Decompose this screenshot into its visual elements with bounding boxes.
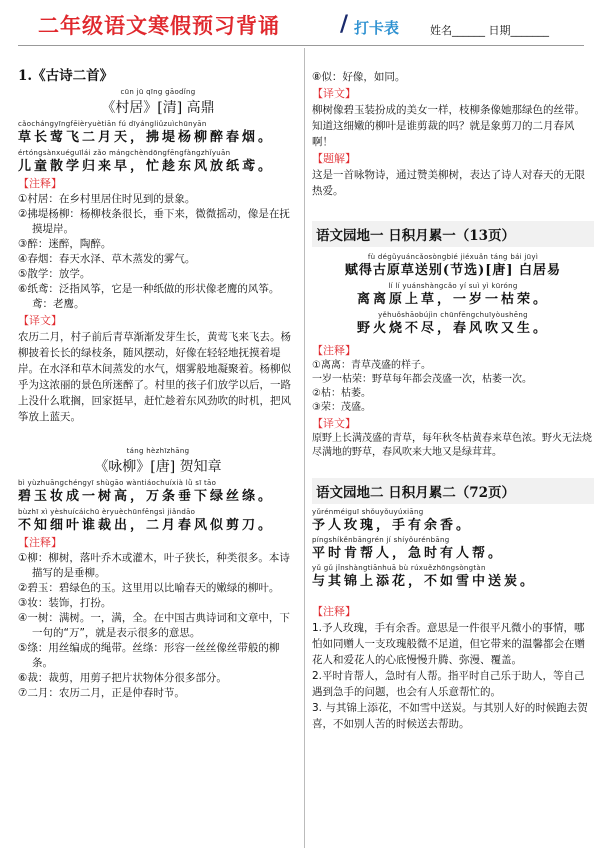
translation-text: 农历二月，村子前后青草渐渐发芽生长，黄莺飞来飞去。杨柳披着长长的绿枝条，随风摆动，好像在轻轻地抚摸着堤岸。在水泽和草木间蒸发的水气，烟雾般地凝聚着。杨柳似乎为这浓丽的景色所迷醉了。村里的孩子们放学以后，一路上没什么耽搁，回家挺早，赶忙趁着东风劲吹的时机，把风筝放上蓝天。 (18, 331, 291, 423)
note-item: ②拂堤杨柳：杨柳枝条很长，垂下来，微微摇动，像是在抚摸堤岸。 (18, 208, 290, 235)
poem-title-cunju: 《村居》[清] 高鼎 (101, 100, 215, 116)
notes-list (312, 359, 594, 415)
notes-label: 【注释】 (18, 177, 62, 190)
note-item: 3. 与其锦上添花，不如雪中送炭。与其别人好的时候跑去贺喜，不如别人苦的时候送去帮助。 (312, 702, 588, 730)
note-item: ⑤散学：放学。 (18, 268, 91, 280)
pinyin-line: yǔ ɡǔ jǐnshànɡtiānhuā bù rúxuězhōnɡsònɡtàn (312, 564, 486, 572)
note-item: ④春烟：春天水泽、草木蒸发的雾气。 (18, 253, 196, 265)
note-item: ②碧玉：碧绿色的玉。这里用以比喻春天的嫩绿的柳叶。 (18, 582, 280, 594)
notes-label: 【注释】 (18, 536, 62, 549)
garden2-title: 语文园地二 日积月累二（72页） (312, 478, 594, 504)
poem-title-yongliu: 《咏柳》[唐] 贺知章 (94, 459, 222, 475)
note-item: ②枯：枯萎。 (312, 388, 371, 399)
verse-line: 与其锦上添花，不如雪中送炭。 (312, 574, 537, 589)
pinyin-line: értónɡsànxuéɡuīlái zǎo mánɡchèndōnɡfēnɡfànɡzhǐyuān (18, 149, 231, 157)
note-item: ③醉：迷醉，陶醉。 (18, 238, 112, 250)
note-item: ①离离：青草茂盛的样子。 (312, 360, 431, 371)
note-item: 2.平时肯帮人，急时有人帮。指平时自己乐于助人，等自己遇到急手的问题，也会有人乐意帮忙的。 (312, 670, 585, 698)
page-header (0, 0, 602, 44)
pinyin-line: fù déɡǔyuáncǎosònɡbié jiéxuǎn tánɡ bái jūyì (367, 253, 539, 261)
verse-line: 野火烧不尽，春风吹又生。 (356, 321, 549, 336)
note-item: 一岁一枯荣：野草每年都会茂盛一次，枯萎一次。 (312, 374, 532, 385)
notes-label: 【注释】 (312, 605, 356, 618)
notes-list (18, 551, 298, 701)
note-item: ①柳：柳树，落叶乔木或灌木，叶子狭长，种类很多。本诗描写的是垂柳。 (18, 552, 290, 579)
pinyin-line: bì yùzhuānɡchénɡyī shùɡāo wàntiáochuíxià lǜ sī tāo (18, 479, 217, 487)
right-column (312, 70, 594, 732)
header-divider (18, 45, 584, 46)
note-item: ⑦二月：农历二月，正是仲春时节。 (18, 687, 185, 699)
translation-text: 原野上长满茂盛的青草，每年秋冬枯黄春来草色浓。野火无法烧尽满地的野草，春风吹来大地又是绿茸茸。 (312, 433, 592, 458)
note-item: ⑥纸鸢：泛指风筝，它是一种纸做的形状像老鹰的风筝。鸢：老鹰。 (18, 283, 280, 310)
page-title: 二年级语文寒假预习背诵 (38, 13, 280, 38)
left-column (18, 64, 298, 701)
page-subtitle: 打卡表 (354, 19, 400, 37)
garden1-poem-title: 赋得古原草送别(节选)[唐] 白居易 (344, 263, 562, 278)
note-item: ⑥裁：裁剪，用剪子把片状物体分很多部分。 (18, 672, 227, 684)
note-item: ③荣：茂盛。 (312, 402, 371, 413)
note-item: ④一树：满树。一，满，全。在中国古典诗词和文章中，下一句的“万”，就是表示很多的意思。 (18, 612, 290, 639)
note-item: ③妆：装饰，打扮。 (18, 597, 112, 609)
theme-label: 【题解】 (312, 152, 356, 165)
notes-label: 【注释】 (312, 344, 356, 357)
notes-list (18, 192, 298, 312)
theme-text: 这是一首咏物诗，通过赞美柳树，表达了诗人对春天的无限热爱。 (312, 169, 585, 197)
verse-line: 离离原上草，一岁一枯荣。 (356, 292, 549, 307)
verse-line: 不知细叶谁裁出，二月春风似剪刀。 (18, 518, 275, 533)
translation-label: 【译文】 (312, 87, 356, 100)
verse-line: 碧玉妆成一树高，万条垂下绿丝绦。 (18, 489, 275, 504)
verse-line: 平时肯帮人，急时有人帮。 (312, 546, 505, 561)
garden1-title: 语文园地一 日积月累一（13页） (312, 221, 594, 247)
verse-line: 草长莺飞二月天，拂堤杨柳醉春烟。 (18, 130, 275, 145)
pinyin-line: yǔrénméiɡuī shǒuyǒuyúxiānɡ (312, 508, 424, 516)
name-date-fields: 姓名______ 日期_______ (430, 24, 549, 37)
pinyin-line: cūn jū qīng gāodǐng (120, 88, 196, 96)
verse-line: 予人玫瑰，手有余香。 (312, 518, 473, 533)
column-divider (304, 48, 305, 848)
pinyin-line: pínɡshíkěnbānɡrén jí shíyǒurénbānɡ (312, 536, 450, 544)
note-item: ⑤绦：用丝编成的绳带。丝绦：形容一丝丝像丝带般的柳条。 (18, 642, 280, 669)
title-slash: / (340, 12, 349, 37)
pinyin-line: táng hèzhīzhāng (126, 447, 190, 455)
note-item: ①村居：在乡村里居住时见到的景象。 (18, 193, 196, 205)
pinyin-line: lí lí yuánshànɡcǎo yí suì yì kūrónɡ (388, 282, 518, 290)
note-item: 1.予人玫瑰，手有余香。意思是一件很平凡微小的事情，哪怕如同赠人一支玫瑰般微不足道，但它带来的温馨都会在赠花人和爱花人的心底慢慢升腾、弥漫、覆盖。 (312, 622, 585, 666)
verse-line: 儿童散学归来早，忙趁东风放纸鸢。 (18, 159, 275, 174)
translation-label: 【译文】 (312, 417, 356, 430)
notes-list (312, 620, 594, 732)
note-item: ⑧似：好像，如同。 (312, 71, 406, 83)
notes-list (312, 70, 594, 85)
pinyin-line: bùzhī xì yèshuícáichū èryuèchūnfēnɡsì jiǎndāo (18, 508, 196, 516)
section-title-poems: 1.《古诗二首》 (18, 68, 114, 84)
translation-label: 【译文】 (18, 314, 62, 327)
pinyin-line: cǎochángyīngfēièryuètiān fú dīyánɡliǔzuìchūnyān (18, 120, 207, 128)
pinyin-line: yěhuǒshāobújìn chūnfēnɡchuīyòushēnɡ (378, 311, 528, 319)
translation-text: 柳树像碧玉装扮成的美女一样，枝柳条像她那绿色的丝带。知道这细嫩的柳叶是谁剪裁的吗？就是象剪刀的二月春风啊！ (312, 104, 585, 148)
